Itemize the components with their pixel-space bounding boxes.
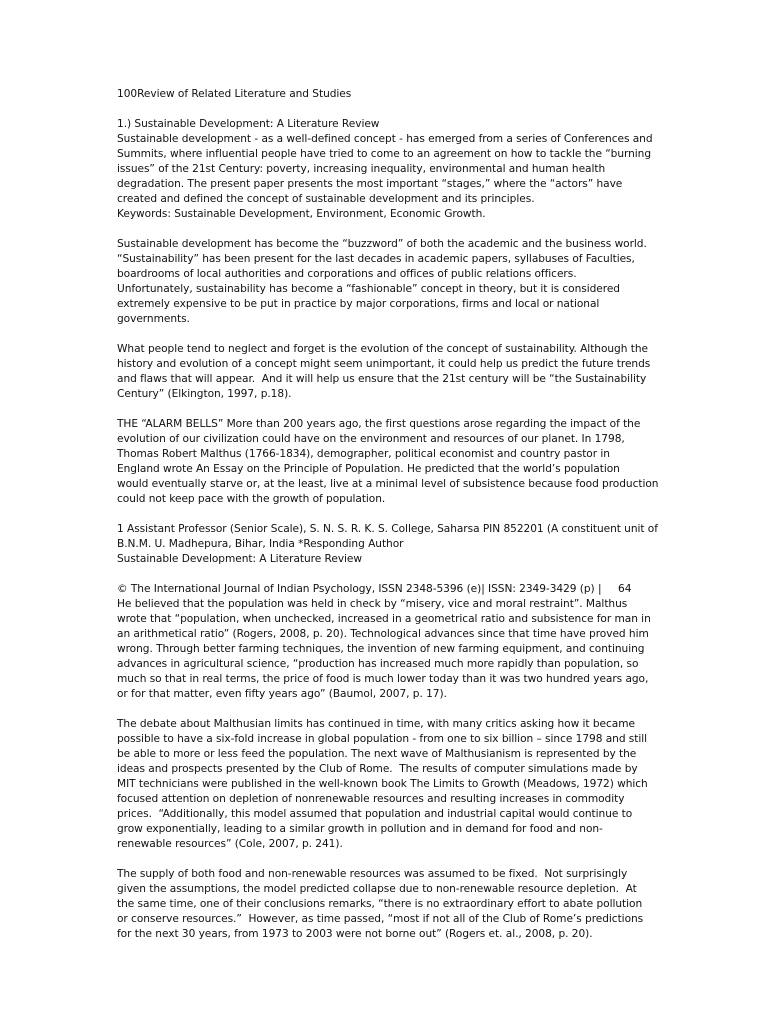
text-line: wrote that “population, when unchecked, increased in a geometrical ratio and subsistence for man in: [117, 613, 651, 625]
text-line: governments.: [117, 313, 190, 325]
text-line: focused attention on depletion of nonrenewable resources and resulting increases in commodity: [117, 793, 625, 805]
text-line: 1 Assistant Professor (Senior Scale), S. N. S. R. K. S. College, Saharsa PIN 852201 (A constituent unit of: [117, 523, 658, 535]
text-line: the same time, one of their conclusions remarks, “there is no extraordinary effort to abate pollution: [117, 898, 643, 910]
text-line: England wrote An Essay on the Principle of Population. He predicted that the world’s population: [117, 463, 620, 475]
text-line: grow exponentially, leading to a similar growth in pollution and in demand for food and non-: [117, 823, 603, 835]
text-line: B.N.M. U. Madhepura, Bihar, India *Responding Author: [117, 538, 404, 550]
text-line: wrong. Through better farming techniques, the invention of new farming equipment, and continuing: [117, 643, 645, 655]
buzzword-paragraph: [117, 237, 657, 327]
evolution-paragraph: [117, 342, 657, 402]
alarm-bells-paragraph: [117, 417, 657, 507]
text-line: He believed that the population was held in check by “misery, vice and moral restraint”. Malthus: [117, 598, 628, 610]
text-line: possible to have a six-fold increase in global population - from one to six billion – since 1798 and still: [117, 733, 648, 745]
text-line: created and defined the concept of sustainable development and its principles.: [117, 193, 535, 205]
text-line: much so that in real terms, the price of food is much lower today than it was two hundred years ago,: [117, 673, 649, 685]
text-line: could not keep pace with the growth of population.: [117, 493, 386, 505]
text-line: for the next 30 years, from 1973 to 2003 were not borne out” (Rogers et. al., 2008, p. 20).: [117, 928, 593, 940]
paragraph-gap: [117, 702, 657, 717]
text-line: advances in agricultural science, “production has increased much more rapidly than population, so: [117, 658, 639, 670]
paragraph-gap: [117, 327, 657, 342]
paragraph-gap: [117, 402, 657, 417]
text-line: prices. “Additionally, this model assumed that population and industrial capital would continue to: [117, 808, 633, 820]
malthus-paragraph: [117, 582, 657, 702]
text-line: issues” of the 21st Century: poverty, increasing inequality, environmental and human health: [117, 163, 606, 175]
paragraph-gap: [117, 102, 657, 117]
text-line: degradation. The present paper presents the most important “stages,” where the “actors” have: [117, 178, 623, 190]
text-line: ideas and prospects presented by the Club of Rome. The results of computer simulations made by: [117, 763, 638, 775]
text-line: Summits, where influential people have tried to come to an agreement on how to tackle the “burning: [117, 148, 652, 160]
text-line: THE “ALARM BELLS” More than 200 years ago, the first questions arose regarding the impact of the: [117, 418, 641, 430]
text-line: What people tend to neglect and forget is the evolution of the concept of sustainability. Although the: [117, 343, 648, 355]
text-line: “Sustainability” has been present for the last decades in academic papers, syllabuses of Faculties,: [117, 253, 635, 265]
text-line: and flaws that will appear. And it will help us ensure that the 21st century will be “the Sustainability: [117, 373, 647, 385]
text-line: extremely expensive to be put in practice by major corporations, firms and local or national: [117, 298, 600, 310]
running-header: Sustainable Development: A Literature Review: [117, 553, 363, 565]
author-footnote: [117, 522, 657, 567]
text-line: The supply of both food and non-renewable resources was assumed to be fixed. Not surprisingly: [117, 868, 628, 880]
text-line: evolution of our civilization could have on the environment and resources of our planet. In 1798,: [117, 433, 625, 445]
paragraph-gap: [117, 222, 657, 237]
keywords-line: Keywords: Sustainable Development, Environment, Economic Growth.: [117, 208, 486, 220]
text-line: history and evolution of a concept might seem unimportant, it could help us predict the future trends: [117, 358, 651, 370]
text-line: Sustainable development - as a well-defined concept - has emerged from a series of Conferences and: [117, 133, 653, 145]
paragraph-gap: [117, 567, 657, 582]
supply-paragraph: [117, 867, 657, 942]
text-line: Century” (Elkington, 1997, p.18).: [117, 388, 292, 400]
abstract-paragraph: [117, 132, 657, 207]
text-line: an arithmetical ratio” (Rogers, 2008, p. 20). Technological advances since that time have proved him: [117, 628, 649, 640]
paragraph-gap: [117, 507, 657, 522]
document-title: 100Review of Related Literature and Studies: [117, 88, 352, 100]
text-line: boardrooms of local authorities and corporations and offices of public relations officers.: [117, 268, 577, 280]
section-heading: 1.) Sustainable Development: A Literature Review: [117, 118, 380, 130]
text-line: given the assumptions, the model predicted collapse due to non-renewable resource depletion. At: [117, 883, 637, 895]
paragraph-gap: [117, 852, 657, 867]
text-line: or conserve resources.” However, as time passed, “most if not all of the Club of Rome’s predictions: [117, 913, 644, 925]
debate-paragraph: [117, 717, 657, 852]
text-line: or for that matter, even fifty years ago” (Baumol, 2007, p. 17).: [117, 688, 447, 700]
text-line: The debate about Malthusian limits has continued in time, with many critics asking how it became: [117, 718, 635, 730]
journal-footer-line: © The International Journal of Indian Psychology, ISSN 2348-5396 (e)| ISSN: 2349-3429 (p) | 64: [117, 583, 632, 595]
text-line: Sustainable development has become the “buzzword” of both the academic and the business world.: [117, 238, 647, 250]
text-line: renewable resources” (Cole, 2007, p. 241).: [117, 838, 343, 850]
text-line: MIT technicians were published in the well-known book The Limits to Growth (Meadows, 1972) which: [117, 778, 648, 790]
text-line: be able to more or less feed the population. The next wave of Malthusianism is represented by the: [117, 748, 637, 760]
document-body: [117, 87, 657, 942]
text-line: Unfortunately, sustainability has become a “fashionable” concept in theory, but it is considered: [117, 283, 620, 295]
text-line: would eventually starve or, at the least, live at a minimal level of subsistence because food production: [117, 478, 659, 490]
text-line: Thomas Robert Malthus (1766-1834), demographer, political economist and country pastor in: [117, 448, 610, 460]
